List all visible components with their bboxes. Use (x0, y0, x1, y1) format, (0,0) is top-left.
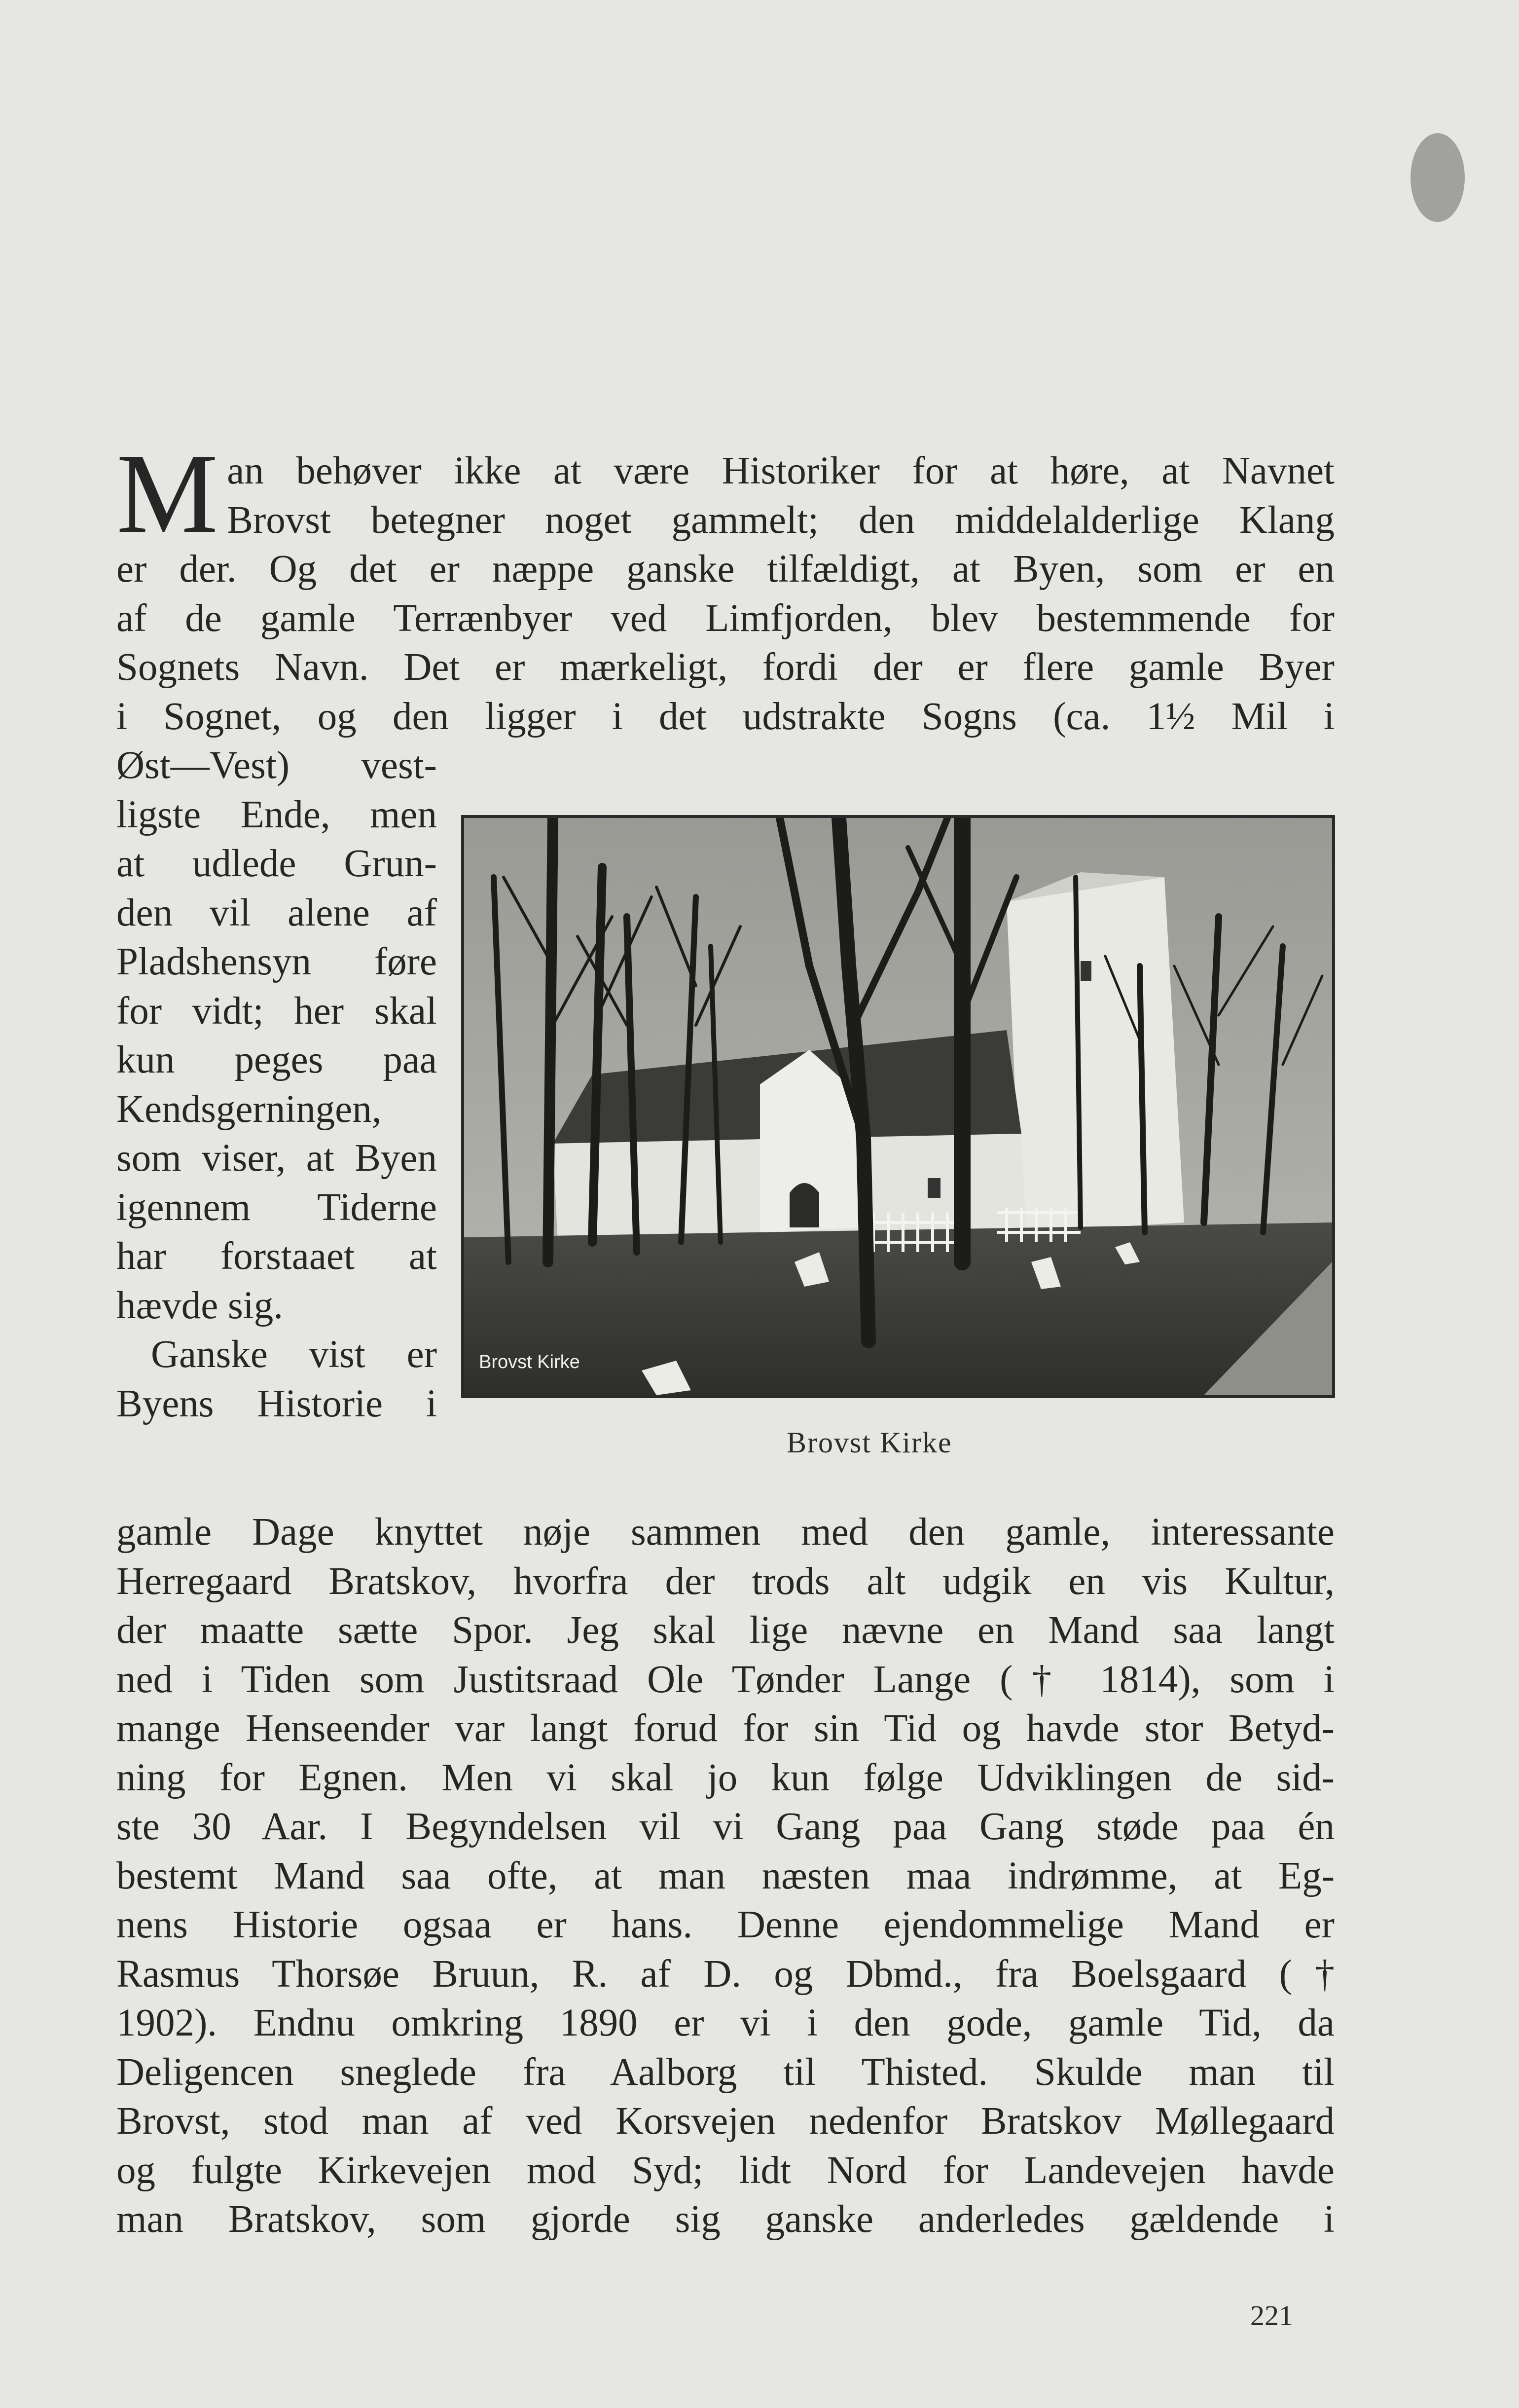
text-line: kun peges paa (116, 1038, 437, 1081)
text-line: i Sognet, og den ligger i det udstrakte Sogns (ca. 1½ Mil i (116, 695, 1335, 738)
text-line: man Bratskov, som gjorde sig ganske anderledes gældende i (116, 2198, 1335, 2241)
figure-caption: Brovst Kirke (787, 1426, 952, 1459)
paragraph-1 (116, 430, 1335, 741)
text-line: Sognets Navn. Det er mærkeligt, fordi der er flere gamle Byer (116, 646, 1335, 689)
text-line: Kendsgerningen, (116, 1087, 382, 1131)
text-line: Ganske vist er (151, 1333, 437, 1376)
text-line: Pladshensyn føre (116, 940, 437, 983)
text-line: har forstaaet at (116, 1235, 437, 1278)
text-line: bestemt Mand saa ofte, at man næsten maa indrømme, at Eg- (116, 1854, 1335, 1897)
text-line: for vidt; her skal (116, 989, 437, 1033)
text-line: som viser, at Byen (116, 1137, 437, 1180)
text-line: hævde sig. (116, 1284, 283, 1327)
text-line: ned i Tiden som Justitsraad Ole Tønder Lange († 1814), som i (116, 1658, 1335, 1701)
text-line: Deligencen sneglede fra Aalborg til Thisted. Skulde man til (116, 2050, 1335, 2094)
text-line: an behøver ikke at være Historiker for at høre, at Navnet (227, 449, 1335, 492)
text-line: der maatte sætte Spor. Jeg skal lige nævne en Mand saa langt (116, 1609, 1335, 1652)
paragraph-1-wrapped (116, 741, 437, 1428)
text-line: Herregaard Bratskov, hvorfra der trods alt udgik en vis Kultur, (116, 1559, 1335, 1603)
text-line: Øst—Vest) vest- (116, 744, 437, 787)
text-line: og fulgte Kirkevejen mod Syd; lidt Nord for Landevejen havde (116, 2149, 1335, 2192)
photo-label: Brovst Kirke (479, 1352, 580, 1372)
text-line: ste 30 Aar. I Begyndelsen vil vi Gang paa Gang støde paa én (116, 1805, 1335, 1848)
text-line: igennem Tiderne (116, 1185, 437, 1229)
text-line: mange Henseender var langt forud for sin Tid og havde stor Betyd- (116, 1707, 1335, 1750)
text-line: ning for Egnen. Men vi skal jo kun følge Udviklingen de sid- (116, 1756, 1335, 1799)
page-number: 221 (1250, 2299, 1293, 2332)
text-line: ligste Ende, men (116, 793, 437, 836)
text-line: er der. Og det er næppe ganske tilfældigt, at Byen, som er en (116, 548, 1335, 591)
text-line: Brovst betegner noget gammelt; den middelalderlige Klang (227, 498, 1335, 542)
text-line: Brovst, stod man af ved Korsvejen nedenfor Bratskov Møllegaard (116, 2100, 1335, 2143)
page-stain (1410, 133, 1465, 222)
church-photo (461, 815, 1335, 1398)
drop-cap: M (116, 430, 218, 557)
text-line: den vil alene af (116, 891, 437, 934)
text-line: Rasmus Thorsøe Bruun, R. af D. og Dbmd., fra Boelsgaard († (116, 1952, 1335, 1996)
text-line: gamle Dage knyttet nøje sammen med den gamle, interessante (116, 1511, 1335, 1554)
church-photo-drawing (464, 818, 1332, 1395)
text-line: af de gamle Terrænbyer ved Limfjorden, blev bestemmende for (116, 596, 1335, 640)
paragraph-2 (116, 1508, 1335, 2244)
text-line: 1902). Endnu omkring 1890 er vi i den gode, gamle Tid, da (116, 2001, 1335, 2044)
text-line: nens Historie ogsaa er hans. Denne ejendommelige Mand er (116, 1903, 1335, 1946)
text-line: at udlede Grun- (116, 842, 437, 885)
text-line: Byens Historie i (116, 1382, 437, 1425)
